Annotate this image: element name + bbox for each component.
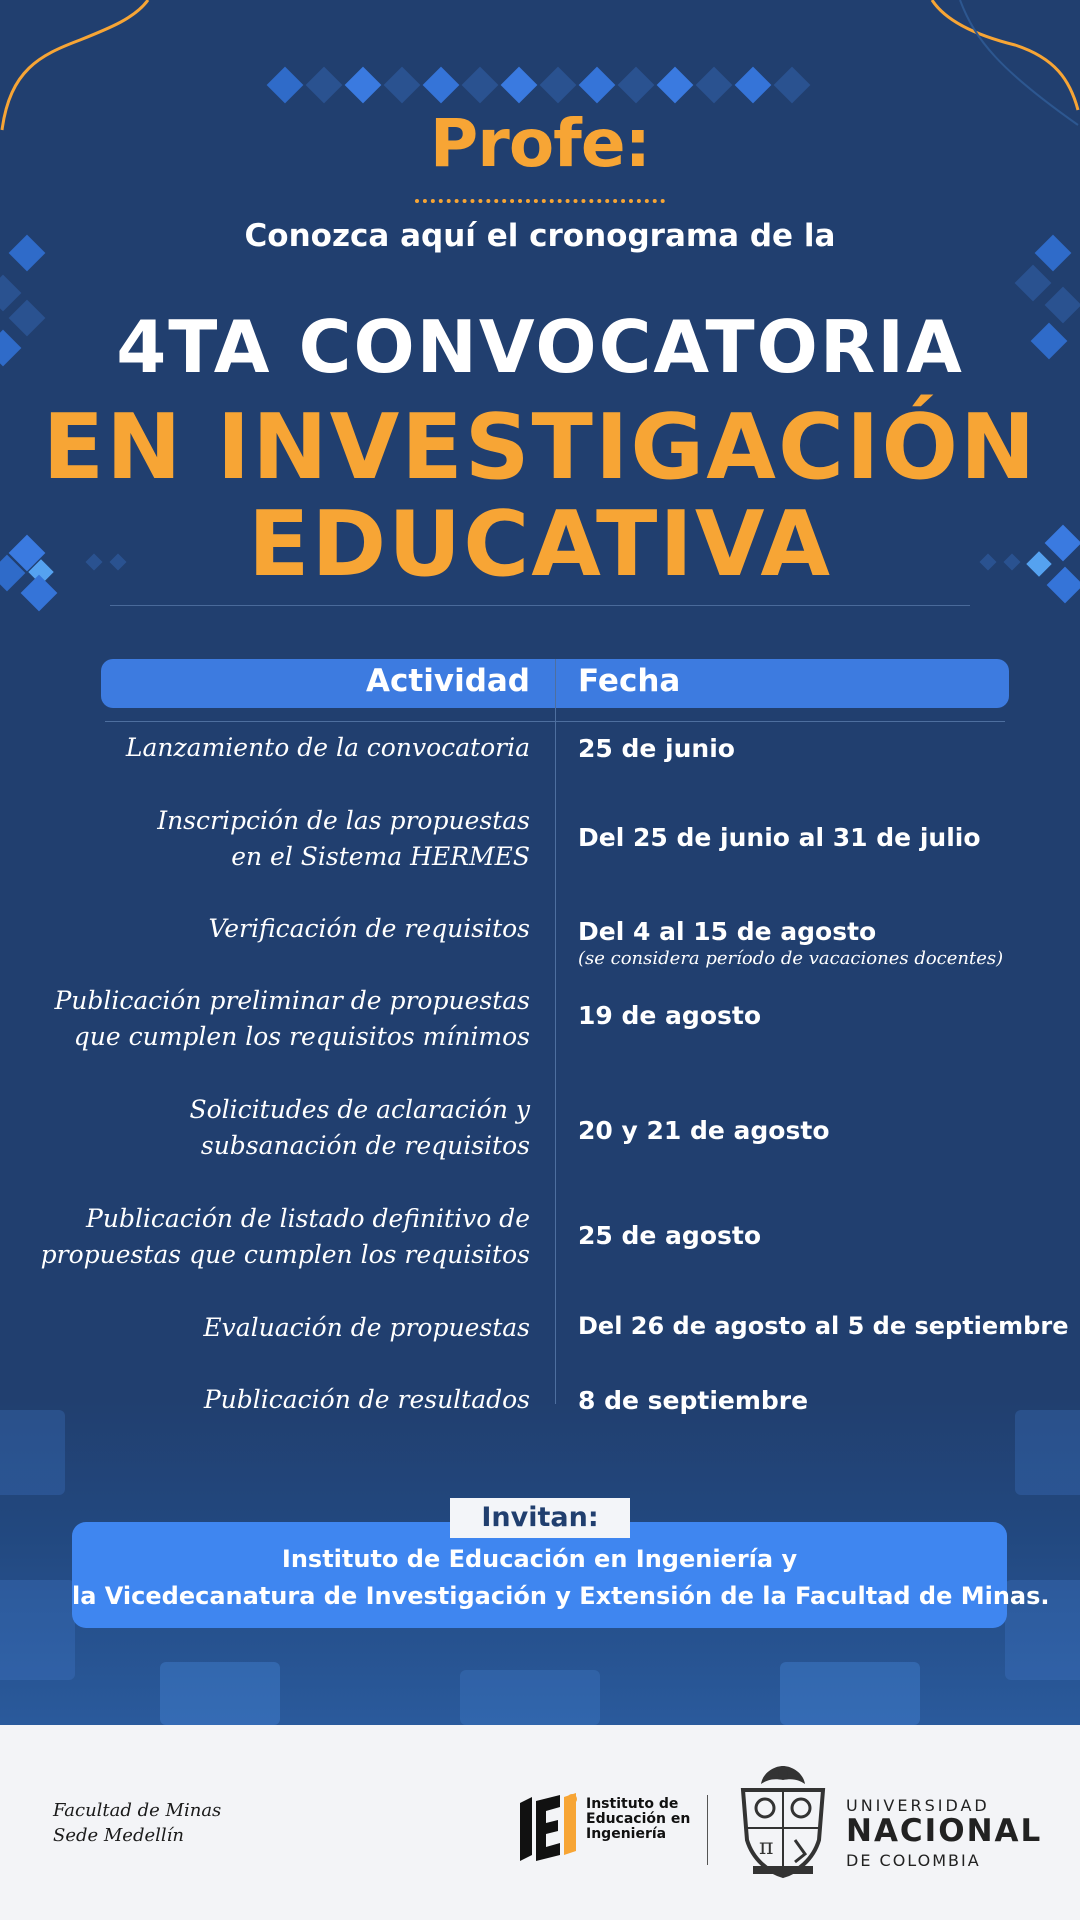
- header-divider: [110, 605, 970, 606]
- column-divider: [555, 659, 556, 1404]
- university-name-line-2: NACIONAL: [846, 1813, 1043, 1849]
- date-cell: 8 de septiembre: [578, 1386, 809, 1415]
- dotted-divider: [415, 199, 665, 203]
- greeting-title: Profe:: [429, 105, 651, 182]
- activity-cell: Publicación preliminar de propuestas que cumplen los requisitos mínimos: [54, 986, 530, 1051]
- logo-separator: [707, 1795, 708, 1865]
- date-cell: 20 y 21 de agosto: [578, 1116, 830, 1145]
- activity-cell: Publicación de resultados: [203, 1385, 530, 1414]
- svg-text:π: π: [759, 1835, 774, 1860]
- invite-label: Invitan:: [481, 1502, 599, 1533]
- subtitle: Conozca aquí el cronograma de la: [244, 218, 836, 254]
- university-name-line-3: DE COLOMBIA: [846, 1851, 981, 1870]
- diamond-pattern-top: [0, 0, 1080, 110]
- invite-line-1: Instituto de Educación en Ingeniería y: [281, 1545, 798, 1573]
- headline-line-3: EDUCATIVA: [247, 492, 833, 597]
- university-name-line-1: UNIVERSIDAD: [846, 1796, 990, 1815]
- university-seal-icon: [733, 1762, 833, 1882]
- activity-cell: Verificación de requisitos: [208, 914, 530, 943]
- activity-cell: Solicitudes de aclaración y subsanación de requisitos: [189, 1095, 530, 1160]
- activity-cell: Publicación de listado definitivo de propuestas que cumplen los requisitos: [40, 1204, 530, 1269]
- faculty-campus: Sede Medellín: [53, 1825, 185, 1846]
- date-cell: Del 26 de agosto al 5 de septiembre: [578, 1312, 1069, 1340]
- iei-name: Instituto de Educación en Ingeniería: [586, 1796, 691, 1842]
- column-header-activity: Actividad: [366, 663, 530, 699]
- headline-line-2: EN INVESTIGACIÓN: [42, 395, 1038, 500]
- activity-cell: Evaluación de propuestas: [203, 1313, 530, 1342]
- header-row-divider: [105, 721, 1005, 722]
- column-header-date: Fecha: [578, 663, 681, 699]
- headline-line-1: 4TA CONVOCATORIA: [116, 305, 964, 389]
- invite-line-2: la Vicedecanatura de Investigación y Extensión de la Facultad de Minas.: [72, 1582, 1050, 1610]
- date-cell: 25 de junio: [578, 734, 735, 763]
- date-cell: 25 de agosto: [578, 1221, 761, 1250]
- date-cell: Del 4 al 15 de agosto: [578, 917, 877, 946]
- date-note: (se considera período de vacaciones docentes): [578, 948, 1004, 969]
- date-cell: 19 de agosto: [578, 1001, 761, 1030]
- date-cell: Del 25 de junio al 31 de julio: [578, 823, 981, 852]
- iei-logo-icon: [516, 1793, 580, 1865]
- faculty-name: Facultad de Minas: [53, 1800, 222, 1821]
- activity-cell: Lanzamiento de la convocatoria: [125, 733, 530, 762]
- activity-cell: Inscripción de las propuestas en el Sistema HERMES: [157, 806, 530, 871]
